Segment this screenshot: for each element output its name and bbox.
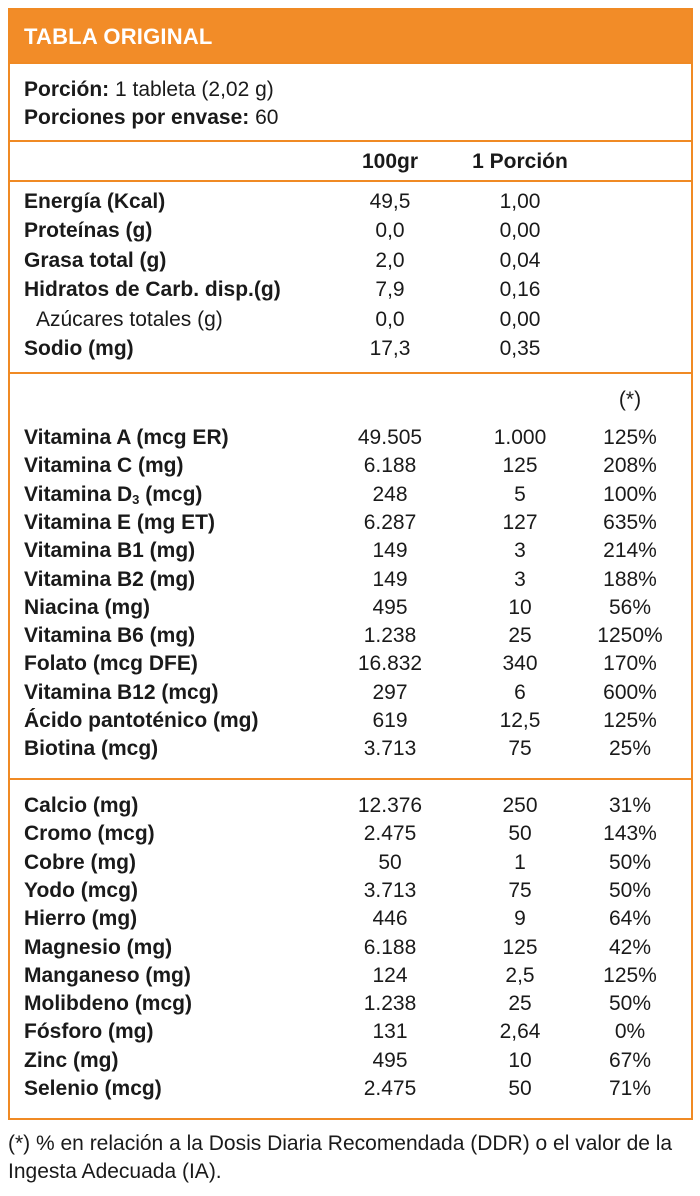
row-label: Vitamina B2 (mg) bbox=[24, 567, 196, 591]
per-container-value: 60 bbox=[255, 106, 279, 129]
value-portion: 0,35 bbox=[499, 337, 541, 360]
row-label bbox=[24, 483, 202, 512]
value-100gr: 2.475 bbox=[363, 1077, 417, 1100]
value-portion: 340 bbox=[502, 652, 538, 676]
value-percent: 214% bbox=[603, 539, 657, 563]
row-label: Vitamina C (mg) bbox=[24, 454, 184, 478]
row-label: Manganeso (mg) bbox=[24, 963, 191, 987]
divider bbox=[10, 140, 691, 142]
value-100gr: 49,5 bbox=[369, 190, 411, 213]
value-portion: 0,00 bbox=[499, 307, 541, 331]
value-percent: 50% bbox=[608, 850, 652, 874]
value-portion: 10 bbox=[508, 1048, 532, 1072]
value-percent: 0% bbox=[614, 1020, 646, 1044]
row-label: Magnesio (mg) bbox=[24, 935, 173, 959]
row-label: Energía (Kcal) bbox=[24, 190, 166, 213]
value-100gr: 2,0 bbox=[375, 248, 405, 272]
value-portion: 127 bbox=[502, 510, 538, 534]
value-portion: 50 bbox=[508, 822, 532, 846]
row-label: Niacina (mg) bbox=[24, 595, 151, 619]
value-100gr: 297 bbox=[372, 680, 408, 704]
value-portion: 1,00 bbox=[499, 190, 541, 213]
value-portion: 0,16 bbox=[499, 278, 541, 302]
value-100gr: 149 bbox=[372, 567, 408, 591]
row-label: Grasa total (g) bbox=[24, 248, 167, 272]
value-portion: 250 bbox=[502, 794, 538, 817]
footnote: (*) % en relación a la Dosis Diaria Recomendada (DDR) o el valor de la Ingesta Adecuada (IA). bbox=[8, 1132, 673, 1183]
value-portion: 9 bbox=[514, 907, 526, 931]
value-100gr: 3.713 bbox=[363, 878, 417, 902]
value-portion: 12,5 bbox=[499, 709, 541, 732]
value-100gr: 50 bbox=[378, 850, 402, 874]
value-100gr: 1.238 bbox=[363, 992, 417, 1016]
value-portion: 1 bbox=[514, 850, 526, 874]
value-100gr: 619 bbox=[372, 709, 408, 732]
value-percent: 635% bbox=[603, 510, 657, 534]
value-portion: 1.000 bbox=[493, 426, 547, 449]
value-portion: 2,64 bbox=[499, 1020, 541, 1044]
row-label: Vitamina E (mg ET) bbox=[24, 510, 215, 534]
nutrition-table bbox=[8, 8, 693, 1120]
row-label: Calcio (mg) bbox=[24, 794, 139, 817]
value-100gr: 495 bbox=[372, 595, 408, 619]
divider bbox=[10, 778, 691, 780]
row-label: Hierro (mg) bbox=[24, 907, 138, 931]
value-portion: 0,00 bbox=[499, 219, 541, 243]
value-100gr: 6.287 bbox=[363, 510, 417, 534]
header-portion: 1 Porción bbox=[472, 150, 568, 173]
value-percent: 64% bbox=[608, 907, 652, 931]
value-100gr: 446 bbox=[372, 907, 408, 931]
value-100gr: 248 bbox=[372, 482, 408, 506]
value-portion: 3 bbox=[514, 539, 526, 563]
row-label: Zinc (mg) bbox=[24, 1048, 119, 1072]
value-portion: 6 bbox=[514, 680, 526, 704]
value-100gr: 131 bbox=[372, 1020, 408, 1044]
row-label: Fósforo (mg) bbox=[24, 1020, 154, 1044]
value-portion: 125 bbox=[502, 454, 538, 478]
value-percent: 600% bbox=[603, 680, 657, 704]
value-100gr: 1.238 bbox=[363, 624, 417, 648]
value-portion: 75 bbox=[508, 737, 532, 761]
value-percent: 25% bbox=[608, 737, 652, 761]
portion-value: 1 tableta (2,02 g) bbox=[115, 78, 274, 101]
title-bar bbox=[10, 10, 691, 62]
row-label: Cromo (mcg) bbox=[24, 822, 155, 846]
value-100gr: 124 bbox=[372, 963, 408, 987]
value-portion: 2,5 bbox=[505, 963, 535, 987]
table-title: TABLA ORIGINAL bbox=[24, 24, 213, 49]
value-portion: 75 bbox=[508, 878, 532, 902]
value-100gr: 16.832 bbox=[357, 652, 423, 676]
portion-label: Porción: bbox=[24, 78, 110, 101]
value-portion: 5 bbox=[514, 482, 526, 506]
header-percent: (*) bbox=[618, 388, 642, 411]
value-100gr: 17,3 bbox=[369, 337, 411, 360]
row-label: Biotina (mcg) bbox=[24, 737, 159, 761]
value-percent: 50% bbox=[608, 992, 652, 1016]
value-100gr: 6.188 bbox=[363, 454, 417, 478]
row-label: Sodio (mg) bbox=[24, 337, 134, 360]
row-label: Hidratos de Carb. disp.(g) bbox=[24, 278, 281, 302]
per-container-label: Porciones por envase: bbox=[24, 106, 250, 129]
value-portion: 0,04 bbox=[499, 248, 541, 272]
row-label: Proteínas (g) bbox=[24, 219, 153, 243]
value-percent: 143% bbox=[603, 822, 657, 846]
value-percent: 125% bbox=[603, 426, 657, 449]
value-percent: 100% bbox=[603, 482, 657, 506]
value-portion: 25 bbox=[508, 992, 532, 1016]
divider bbox=[10, 372, 691, 374]
value-percent: 67% bbox=[608, 1048, 652, 1072]
value-portion: 125 bbox=[502, 935, 538, 959]
row-label: Molibdeno (mcg) bbox=[24, 992, 192, 1016]
value-percent: 50% bbox=[608, 878, 652, 902]
row-label: Yodo (mcg) bbox=[24, 878, 138, 902]
value-percent: 56% bbox=[608, 595, 652, 619]
portion-line bbox=[24, 78, 274, 102]
divider bbox=[10, 62, 691, 64]
value-100gr: 12.376 bbox=[357, 794, 423, 817]
value-percent: 125% bbox=[603, 963, 657, 987]
row-label: Vitamina B1 (mg) bbox=[24, 539, 196, 563]
value-percent: 208% bbox=[603, 454, 657, 478]
row-label-subscript: 3 bbox=[132, 491, 140, 507]
value-100gr: 49.505 bbox=[357, 426, 423, 449]
value-100gr: 495 bbox=[372, 1048, 408, 1072]
value-portion: 10 bbox=[508, 595, 532, 619]
row-label: Selenio (mcg) bbox=[24, 1077, 162, 1100]
row-label: Ácido pantoténico (mg) bbox=[24, 709, 259, 732]
value-100gr: 0,0 bbox=[375, 307, 405, 331]
value-portion: 3 bbox=[514, 567, 526, 591]
value-100gr: 149 bbox=[372, 539, 408, 563]
header-100gr: 100gr bbox=[361, 150, 419, 173]
value-percent: 42% bbox=[608, 935, 652, 959]
value-100gr: 6.188 bbox=[363, 935, 417, 959]
row-label: Cobre (mg) bbox=[24, 850, 136, 874]
value-percent: 170% bbox=[603, 652, 657, 676]
value-percent: 188% bbox=[603, 567, 657, 591]
value-percent: 31% bbox=[608, 794, 652, 817]
value-percent: 71% bbox=[608, 1077, 652, 1100]
value-percent: 1250% bbox=[597, 624, 663, 648]
per-container-line bbox=[24, 106, 278, 130]
value-100gr: 3.713 bbox=[363, 737, 417, 761]
row-label-unit: (mcg) bbox=[139, 482, 203, 506]
row-label: Vitamina A (mcg ER) bbox=[24, 426, 229, 449]
divider bbox=[10, 180, 691, 182]
row-label: Folato (mcg DFE) bbox=[24, 652, 198, 676]
value-percent: 125% bbox=[603, 709, 657, 732]
value-100gr: 2.475 bbox=[363, 822, 417, 846]
row-label-text: Vitamina D bbox=[24, 482, 133, 506]
row-label: Azúcares totales (g) bbox=[36, 307, 223, 331]
value-100gr: 7,9 bbox=[375, 278, 405, 302]
value-portion: 50 bbox=[508, 1077, 532, 1100]
row-label: Vitamina B12 (mcg) bbox=[24, 680, 219, 704]
row-label: Vitamina B6 (mg) bbox=[24, 624, 196, 648]
value-100gr: 0,0 bbox=[375, 219, 405, 243]
value-portion: 25 bbox=[508, 624, 532, 648]
